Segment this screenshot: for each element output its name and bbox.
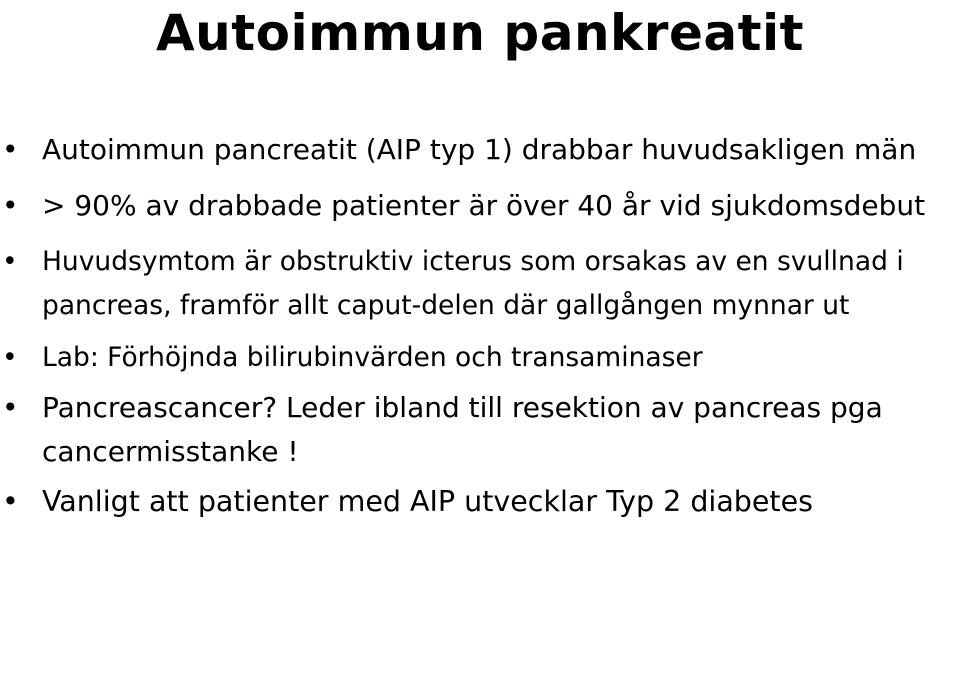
- bullet-item: [0, 240, 960, 328]
- bullet-dot-icon: •: [2, 391, 19, 424]
- bullet-dot-icon: •: [2, 133, 19, 166]
- bullet-dot-icon: •: [2, 342, 18, 373]
- bullet-text: Pancreascancer? Leder ibland till resektion av pancreas pga cancermisstanke !: [42, 391, 883, 468]
- bullet-text: Autoimmun pancreatit (AIP typ 1) drabbar huvudsakligen män: [42, 133, 917, 166]
- bullet-item: [0, 336, 960, 380]
- bullet-dot-icon: •: [2, 485, 19, 518]
- bullet-text: Huvudsymtom är obstruktiv icterus som orsakas av en svullnad i pancreas, framför allt caput-delen där gallgången mynnar ut: [42, 246, 904, 321]
- bullet-item: [0, 128, 960, 172]
- bullet-text: > 90% av drabbade patienter är över 40 år vid sjukdomsdebut: [42, 189, 926, 222]
- bullet-dot-icon: •: [2, 189, 19, 222]
- bullet-item: [0, 480, 960, 524]
- slide-title: Autoimmun pankreatit: [155, 4, 805, 62]
- bullet-item: [0, 184, 960, 228]
- bullet-list: [0, 128, 960, 524]
- bullet-item: [0, 386, 960, 474]
- bullet-text: Vanligt att patienter med AIP utvecklar Typ 2 diabetes: [42, 485, 813, 518]
- bullet-text: Lab: Förhöjnda bilirubinvärden och transaminaser: [42, 342, 703, 373]
- bullet-dot-icon: •: [2, 246, 18, 277]
